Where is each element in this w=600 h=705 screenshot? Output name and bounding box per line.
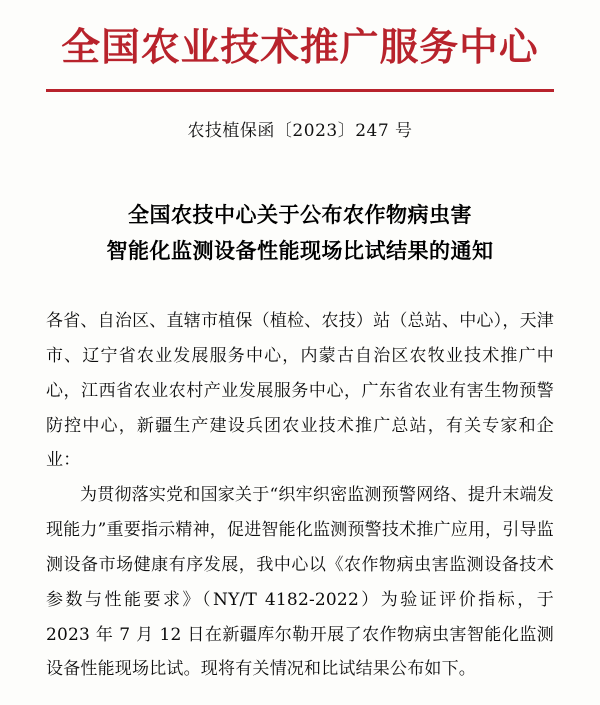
- document-title-line-1: 全国农技中心关于公布农作物病虫害: [128, 201, 472, 227]
- background-paragraph: 为贯彻落实党和国家关于“织牢织密监测预警网络、提升末端发现能力”重要指示精神，促进智能化监测预警技术推广应用，引导监测设备市场健康有序发展，我中心以《农作物病虫害监测设备技术参数与性能要求》（NY/T 4182-2022）为验证评价指标，于 2023 年 7 月 12 日在新疆库尔勒开展了农作物病虫害智能化监测设备性能现场比试。现将有关情况和比试结果公布如下。: [46, 485, 554, 680]
- document-title: [46, 197, 554, 271]
- letterhead-organization-title: 全国农业技术推广服务中心: [61, 24, 539, 69]
- document-number: 农技植保函〔2023〕247 号: [187, 120, 413, 141]
- letterhead-divider-rule: [46, 89, 554, 92]
- document-title-line-2: 智能化监测设备性能现场比试结果的通知: [106, 238, 494, 264]
- document-body: [46, 304, 554, 687]
- letterhead: [46, 0, 554, 69]
- recipients-paragraph: 各省、自治区、直辖市植保（植检、农技）站（总站、中心），天津市、辽宁省农业发展服务中心，内蒙古自治区农牧业技术推广中心，江西省农业农村产业发展服务中心，广东省农业有害生物预警防控中心，新疆生产建设兵团农业技术推广总站，有关专家和企业：: [46, 311, 554, 471]
